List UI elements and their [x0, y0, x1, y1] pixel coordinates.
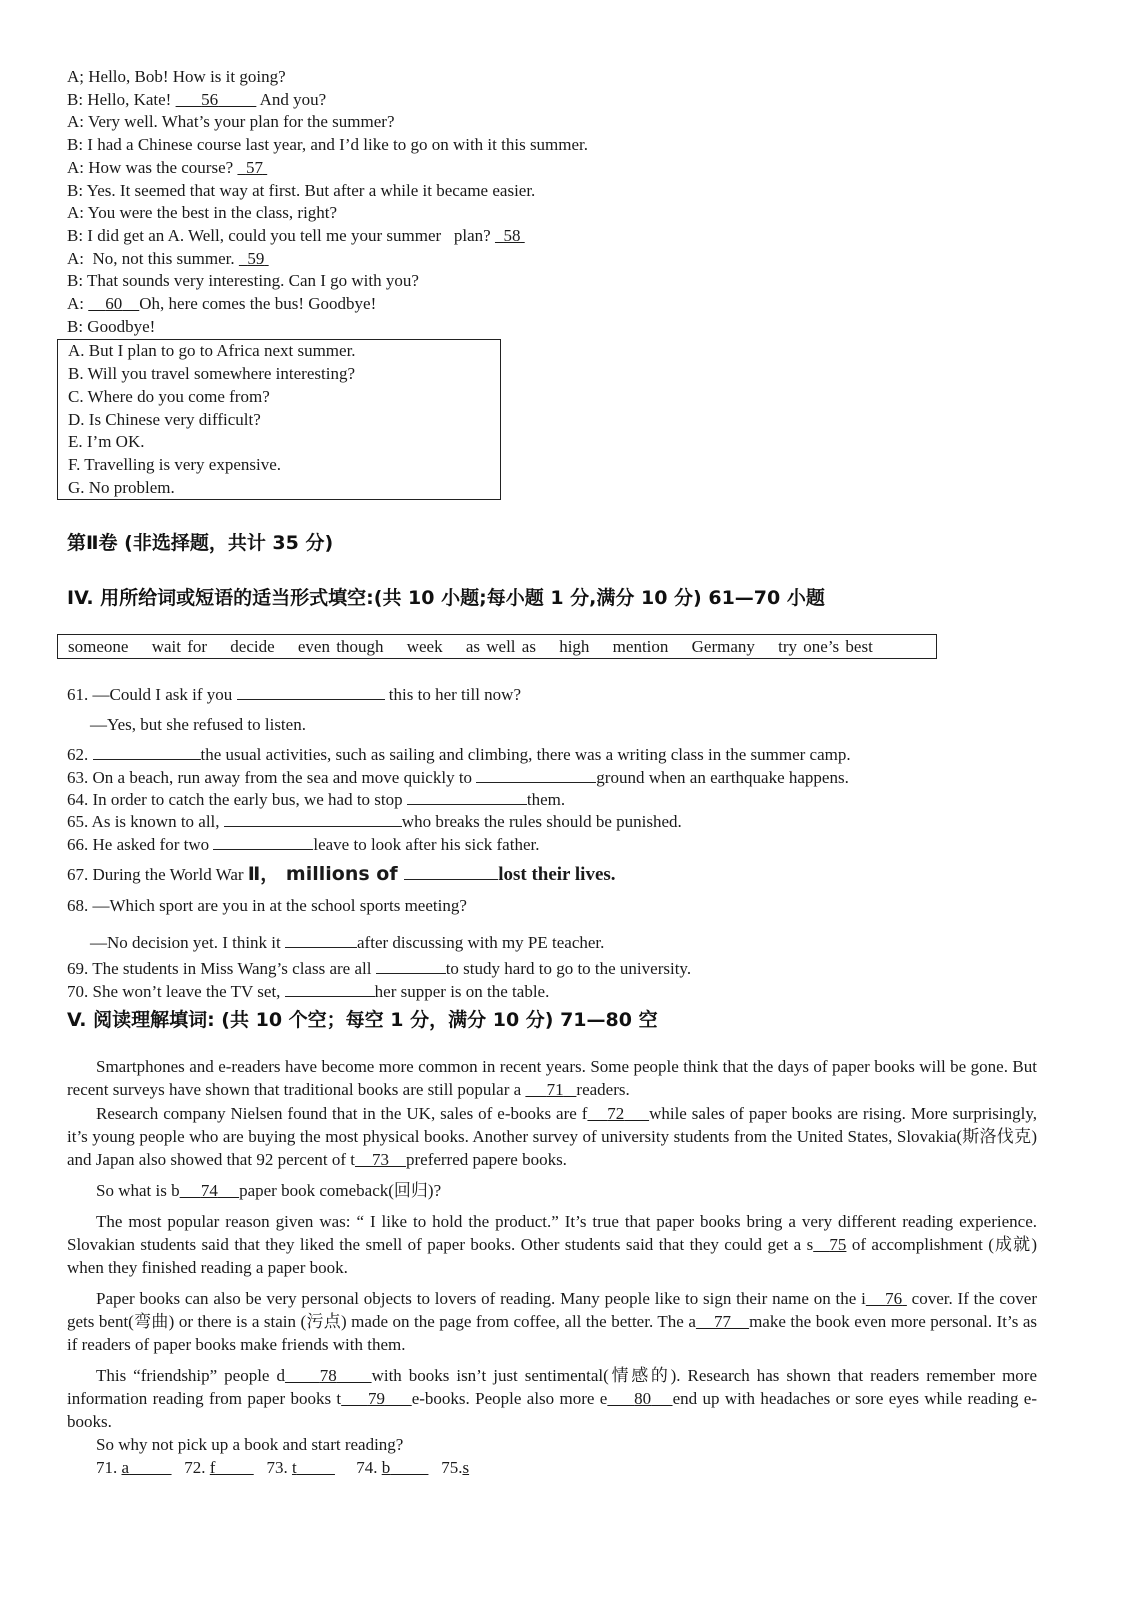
question-68-reply: —No decision yet. I think it after discussing with my PE teacher. [90, 930, 604, 953]
option-item: F. Travelling is very expensive. [68, 454, 282, 474]
dialogue-line: B: Hello, Kate! 56 And you? [67, 89, 327, 109]
answer-blank-69[interactable] [376, 956, 446, 974]
paragraph: So why not pick up a book and start reading? [96, 1435, 404, 1454]
word-bank-item: try one’s best [778, 637, 873, 657]
section-4-title: IV. 用所给词或短语的适当形式填空:(共 10 小题;每小题 1 分,满分 10 分) 61—70 小题 [67, 587, 825, 610]
option-item: G. No problem. [68, 477, 175, 497]
question-61-reply: —Yes, but she refused to listen. [90, 715, 306, 734]
word-bank-item: even though [297, 637, 384, 657]
dialogue-line: B: Yes. It seemed that way at first. But after a while it became easier. [67, 180, 536, 200]
options-box [57, 339, 501, 500]
blank-79[interactable]: 79 [367, 1389, 385, 1408]
paragraph: Smartphones and e-readers have become more common in recent years. Some people think that the days of paper books will be gone. But recent surveys have shown that traditional books are still popular a 71 readers. [67, 1057, 1037, 1099]
word-bank-item: someone [68, 637, 129, 657]
answer-blank-66[interactable] [213, 832, 313, 850]
question-67: 67. During the World War Ⅱ， millions of lost their lives. [67, 863, 616, 885]
question-70: 70. She won’t leave the TV set, her supper is on the table. [67, 979, 549, 1002]
blank-75[interactable]: 75 [829, 1235, 847, 1254]
answer-blank-62[interactable] [93, 742, 201, 760]
answer-73[interactable]: t [291, 1458, 297, 1477]
option-item: C. Where do you come from? [68, 386, 270, 406]
blank-74[interactable]: 74 [200, 1181, 218, 1200]
blank-77[interactable]: 77 [714, 1312, 731, 1331]
blank-59[interactable]: 59 [247, 248, 265, 268]
word-bank-item: Germany [691, 637, 755, 657]
blank-57[interactable]: 57 [245, 157, 263, 177]
blank-78[interactable]: 78 [319, 1366, 337, 1385]
answer-74[interactable]: b [381, 1458, 391, 1477]
dialogue-line: B: I did get an A. Well, could you tell me your summer plan? 58 [67, 225, 1067, 248]
blank-58[interactable]: 58 [503, 225, 521, 245]
paragraph: Paper books can also be very personal objects to lovers of reading. Many people like to sign their name on the i 76 cover. If the cover gets bent(弯曲) or there is a stain (污点) made on the page from coffee, all the better. The a 77 make the book even more personal. It’s as if readers of paper books make friends with them. [67, 1289, 1038, 1354]
blank-73[interactable]: 73 [371, 1150, 389, 1169]
option-item: A. But I plan to go to Africa next summer. [68, 341, 356, 361]
blank-71[interactable]: 71 [546, 1080, 564, 1099]
blank-76[interactable]: 76 [885, 1289, 903, 1308]
answer-blank-70[interactable] [285, 979, 375, 997]
dialogue-line: B: Goodbye! [67, 316, 156, 336]
paragraph: The most popular reason given was: “ I like to hold the product.” It’s true that paper books bring a very different reading experience. Slovakian students said that they liked the smell of paper books. Other students said that they could get a s 75 of accomplishment (成就) when they finished reading a paper book. [67, 1212, 1037, 1277]
question-63: 63. On a beach, run away from the sea and move quickly to ground when an earthquake happens. [67, 765, 849, 788]
question-66: 66. He asked for two leave to look after his sick father. [67, 832, 539, 855]
question-61: 61. —Could I ask if you this to her till now? [67, 682, 521, 705]
dialogue-line: B: I had a Chinese course last year, and I’d like to go on with it this summer. [67, 135, 589, 155]
dialogue [67, 66, 1067, 338]
option-item: B. Will you travel somewhere interesting? [68, 364, 355, 384]
answer-blank-63[interactable] [476, 765, 596, 783]
dialogue-line: A: 60 Oh, here comes the bus! Goodbye! [67, 294, 377, 314]
dialogue-line: A: How was the course? 57 [67, 157, 1067, 180]
word-bank [57, 634, 937, 659]
dialogue-line: A: You were the best in the class, right? [67, 203, 338, 223]
answer-blank-64[interactable] [407, 787, 527, 805]
exam-page [67, 66, 1067, 659]
word-bank-item: as well as [465, 637, 536, 657]
question-68: 68. —Which sport are you in at the school sports meeting? [67, 896, 467, 915]
dialogue-line: A: No, not this summer. 59 [67, 248, 1067, 271]
answer-blank-61[interactable] [237, 682, 385, 700]
dialogue-line: B: That sounds very interesting. Can I go with you? [67, 271, 419, 291]
answer-blank-65[interactable] [224, 809, 402, 827]
blank-60[interactable]: 60 [105, 294, 123, 314]
question-62: 62. the usual activities, such as sailing and climbing, there was a writing class in the summer camp. [67, 742, 851, 765]
blank-80[interactable]: 80 [634, 1389, 652, 1408]
word-bank-item: mention [612, 637, 669, 657]
question-64: 64. In order to catch the early bus, we had to stop them. [67, 787, 565, 810]
blank-72[interactable]: 72 [607, 1104, 625, 1123]
reading-passage [67, 1055, 1037, 1479]
section-5-title: V. 阅读理解填词: (共 10 个空；每空 1 分，满分 10 分) 71—80 空 [67, 1009, 658, 1031]
option-item: D. Is Chinese very difficult? [68, 409, 261, 429]
word-bank-item: wait for [151, 637, 208, 657]
word-bank-item: high [559, 637, 590, 657]
paragraph: So what is b 74 paper book comeback(回归)? [96, 1181, 442, 1200]
question-65: 65. As is known to all, who breaks the rules should be punished. [67, 809, 682, 832]
word-bank-item: decide [230, 637, 275, 657]
answer-72[interactable]: f [209, 1458, 216, 1477]
paragraph: Research company Nielsen found that in the UK, sales of e-books are f 72 while sales of paper books are rising. More surprisingly, it’s young people who are buying the most physical books. Another survey of university students from the United States, Slovakia(斯洛伐克) and Japan also showed that 92 percent of t 73 preferred papere books. [67, 1104, 1038, 1169]
option-item: E. I’m OK. [68, 432, 145, 452]
word-bank-item: week [406, 637, 443, 657]
section-2-title: 第Ⅱ卷 (非选择题，共计 35 分) [67, 532, 334, 555]
answer-blank-67[interactable] [404, 862, 498, 880]
answer-blank-68[interactable] [285, 930, 357, 948]
blank-56[interactable]: 56 [201, 89, 219, 109]
dialogue-line: A: Very well. What’s your plan for the summer? [67, 112, 395, 132]
dialogue-line: A; Hello, Bob! How is it going? [67, 67, 286, 86]
answer-71[interactable]: a [121, 1458, 130, 1477]
answer-75[interactable]: s [462, 1458, 470, 1477]
answer-row: 71. a 72. f 73. t 74. b 75.s [96, 1458, 470, 1477]
paragraph: This “friendship” people d 78 with books isn’t just sentimental(情感的). Research has shown that readers remember more information reading from paper books t 79 e-books. People also more e 80 end up with headaches or sore eyes while reading e-books. [67, 1366, 1038, 1431]
question-69: 69. The students in Miss Wang’s class are all to study hard to go to the university. [67, 956, 691, 979]
